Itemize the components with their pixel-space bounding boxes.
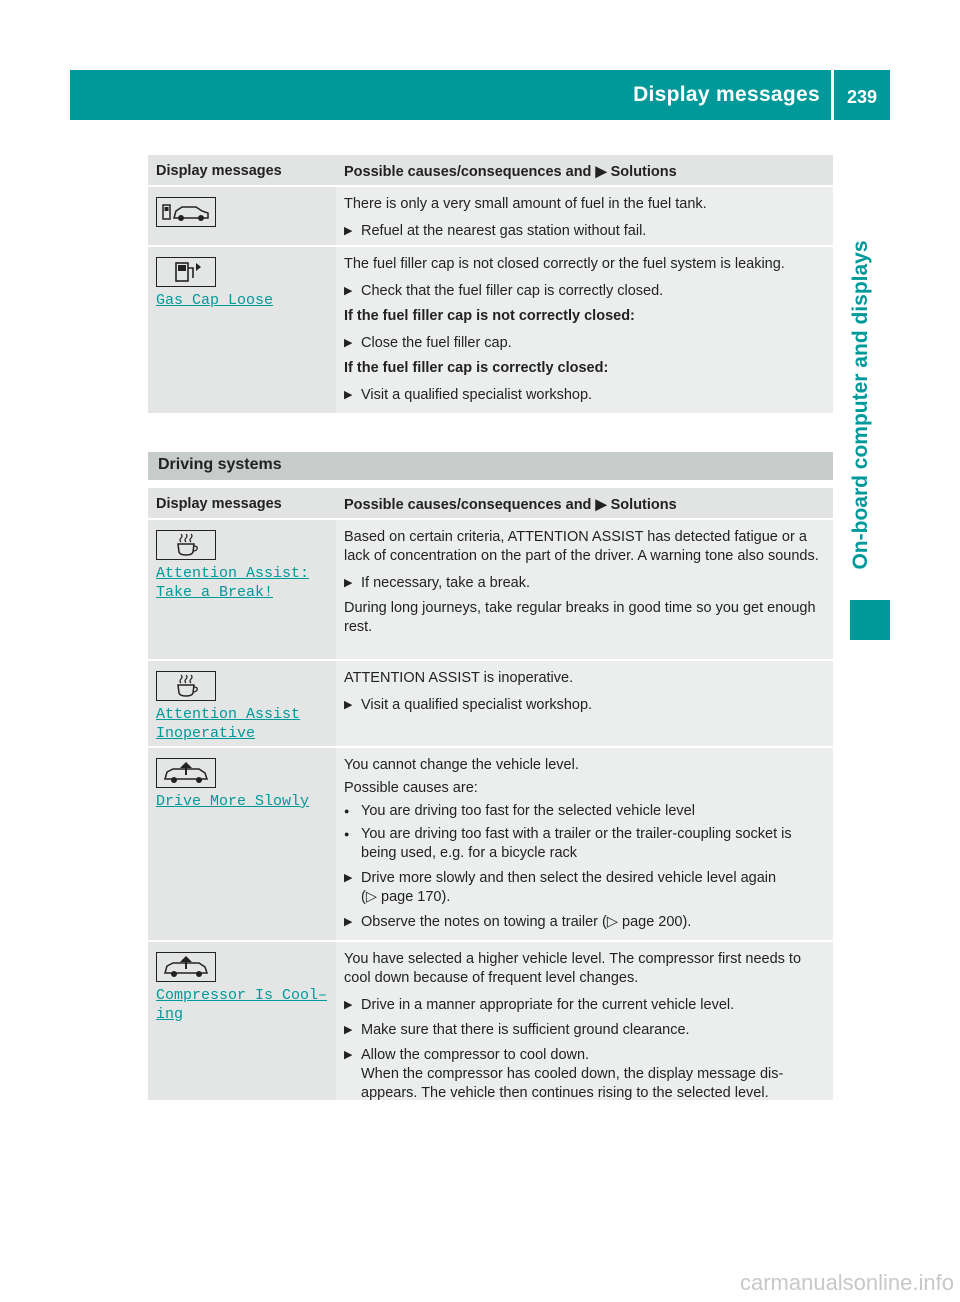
action-arrow-icon: ▶ xyxy=(344,389,353,401)
action-arrow-icon: ▶ xyxy=(344,1024,353,1036)
vehicle-level-icon xyxy=(156,758,216,788)
section-title: Driving systems xyxy=(158,456,282,473)
solution-arrow-icon: ▶ xyxy=(595,164,607,180)
bullet-icon: ● xyxy=(344,806,350,816)
action-arrow-icon: ▶ xyxy=(344,225,353,237)
table-row: Drive More Slowly You cannot change the vehicle level. Possible causes are: ● You are driving too fast for the selected vehicle level ● You are driving too fast with a trailer or the trailer-coupling socket is being used, e.g. for a bicycle rack ▶ Drive more slowly and then select the desired vehicle level again (▷ page 170). ▶ Observe the notes on towing a trailer (▷ page 200). xyxy=(148,748,833,942)
table-row: Compressor Is Cool– ing You have selected a higher vehicle level. The compressor first needs to cool down because of frequent level changes. ▶ Drive in a manner appropriate for the current vehicle level. ▶ Make sure that there is sufficient ground clearance. ▶ Allow the compressor to cool down. When the compressor has cooled down, the display message dis- appears. The vehicle then continues rising to the selected level. xyxy=(148,942,833,1102)
page-number: 239 xyxy=(846,87,878,107)
display-message-text: Gas Cap Loose xyxy=(156,292,274,309)
header-col-display-messages: Display messages xyxy=(148,488,336,518)
watermark: carmanualsonline.info xyxy=(739,1270,954,1295)
sidebar-tab xyxy=(850,600,890,640)
vehicle-level-icon xyxy=(156,952,216,982)
action-arrow-icon: ▶ xyxy=(344,577,353,589)
table-row: There is only a very small amount of fuel in the fuel tank. ▶ Refuel at the nearest gas station without fail. xyxy=(148,187,833,247)
header-title: Display messages xyxy=(633,83,820,106)
sidebar xyxy=(832,220,890,590)
solution-arrow-icon: ▶ xyxy=(595,497,607,513)
action-arrow-icon: ▶ xyxy=(344,699,353,711)
coffee-cup-icon xyxy=(156,671,216,701)
action-arrow-icon: ▶ xyxy=(344,916,353,928)
table-row: Gas Cap Loose The fuel filler cap is not closed correctly or the fuel system is leaking. ▶ Check that the fuel filler cap is correctly closed. If the fuel filler cap is not correctly closed: ▶ Close the fuel filler cap. If the fuel filler cap is correctly closed: ▶ Visit a qualified specialist workshop. xyxy=(148,247,833,415)
display-message-text: Compressor Is Cool– ing xyxy=(156,987,328,1023)
coffee-cup-icon xyxy=(156,530,216,560)
action-arrow-icon: ▶ xyxy=(344,337,353,349)
action-arrow-icon: ▶ xyxy=(344,999,353,1011)
table-header xyxy=(148,488,833,520)
section-header xyxy=(148,452,833,480)
page-header xyxy=(70,70,890,120)
page-reference-link[interactable]: (▷ page 170). xyxy=(361,889,451,905)
header-col-causes: Possible causes/consequences and ▶ Solutions xyxy=(336,155,833,185)
display-message-text: Attention Assist Inoperative xyxy=(156,706,301,742)
fuel-pump-icon xyxy=(156,257,216,287)
action-arrow-icon: ▶ xyxy=(344,1049,353,1061)
action-arrow-icon: ▶ xyxy=(344,872,353,884)
header-col-display-messages: Display messages xyxy=(148,155,336,185)
fuel-car-icon xyxy=(156,197,216,227)
sidebar-label: On-board computer and displays xyxy=(849,240,872,570)
action-arrow-icon: ▶ xyxy=(344,285,353,297)
table-header xyxy=(148,155,833,187)
page-reference-link[interactable]: Observe the notes on towing a trailer (▷ page 200). xyxy=(361,914,692,930)
display-message-text: Drive More Slowly xyxy=(156,793,310,810)
table-row: Attention Assist Inoperative ATTENTION ASSIST is inoperative. ▶ Visit a qualified specialist workshop. xyxy=(148,661,833,748)
driving-systems-table xyxy=(148,488,833,1102)
table-row: Attention Assist: Take a Break! Based on certain criteria, ATTENTION ASSIST has detected fatigue or a lack of concentration on the part of the driver. A warning tone also sounds. ▶ If necessary, take a break. During long journeys, take regular breaks in good time so you get enough rest. xyxy=(148,520,833,661)
display-message-text: Attention Assist: Take a Break! xyxy=(156,565,310,601)
bullet-icon: ● xyxy=(344,829,350,839)
header-col-causes: Possible causes/consequences and ▶ Solutions xyxy=(336,488,833,518)
fuel-messages-table xyxy=(148,155,833,415)
